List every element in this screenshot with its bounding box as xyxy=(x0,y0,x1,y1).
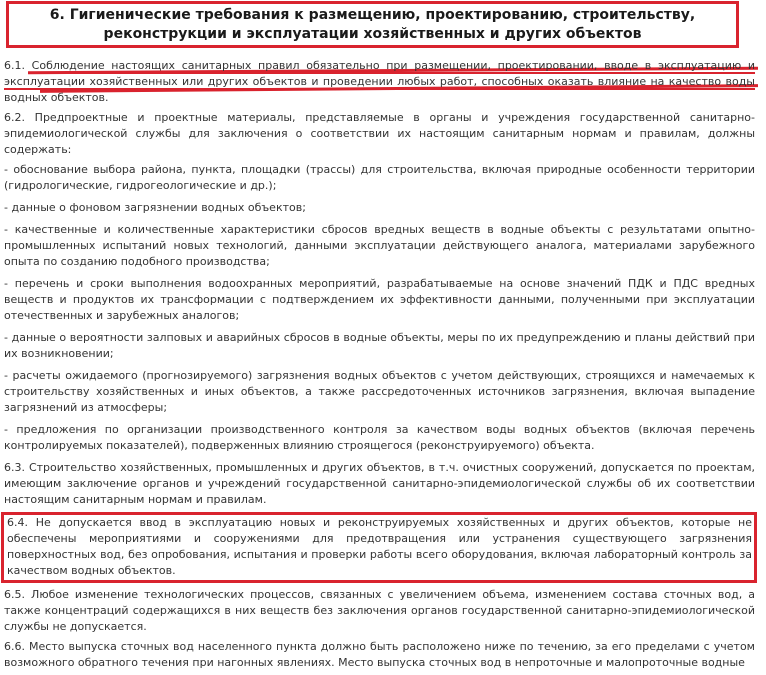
paragraph-6-2-item: - перечень и сроки выполнения водоохранных мероприятий, разрабатываемые на основе значений ПДК и ПДС вредных веществ и продуктов их трансформации с подтверждением их эффективности данными, полученными при эксплуатации отечественных и зарубежных аналогов; xyxy=(4,277,755,322)
paragraph-6-1-number: 6.1. xyxy=(4,59,25,72)
paragraph-6-1-underlined-text: Соблюдение настоящих санитарных правил обязательно при размещении, проектировании, вводе в эксплуатацию и эксплуатации хозяйственных или других объектов и проведении любых работ, способных оказать влияние на качество воды xyxy=(4,59,756,88)
paragraph-6-1-rest: водных объектов. xyxy=(4,91,109,104)
paragraph-6-2-item: - расчеты ожидаемого (прогнозируемого) загрязнения водных объектов с учетом действующих, строящихся и намечаемых к строительству хозяйственных и иных объектов, а также рассредоточенных источников загрязнения, включая выпадение загрязнений из атмосферы; xyxy=(4,369,755,414)
paragraph-6-5: 6.5. Любое изменение технологических процессов, связанных с увеличением объема, изменением состава сточных вод, а также концентраций содержащихся в них веществ без заключения органов государственной санитарно-эпидемиологической службы не допускается. xyxy=(4,588,755,633)
paragraph-6-2: 6.2. Предпроектные и проектные материалы, представляемые в органы и учреждения государственной санитарно-эпидемиологической службы для заключения о соответствии их настоящим санитарным нормам и правилам, должны содержать: xyxy=(4,111,755,156)
section-heading-box xyxy=(6,1,739,48)
paragraph-6-2-item: - данные о вероятности залповых и аварийных сбросов в водные объекты, меры по их предупреждению и планы действий при их возникновении; xyxy=(4,331,755,360)
paragraph-6-2-item: - качественные и количественные характеристики сбросов вредных веществ в водные объекты с результатами опытно-промышленных испытаний новых технологий, данными эксплуатации действующего аналога, материалами зарубежного опыта по созданию подобного производства; xyxy=(4,223,755,268)
paragraph-6-2-item: - предложения по организации производственного контроля за качеством воды водных объектов (включая перечень контролируемых показателей), подверженных влиянию строящегося (реконструируемого) объекта. xyxy=(4,423,755,452)
paragraph-6-1 xyxy=(4,58,755,106)
document-body xyxy=(4,58,755,675)
paragraph-6-3: 6.3. Строительство хозяйственных, промышленных и других объектов, в т.ч. очистных сооружений, допускается по проектам, имеющим заключение органов и учреждений государственной санитарно-эпидемиологической службы об их соответствии настоящим санитарным нормам и правилам. xyxy=(4,461,755,506)
paragraph-6-2-item: - данные о фоновом загрязнении водных объектов; xyxy=(4,201,306,214)
paragraph-6-2-item: - обоснование выбора района, пункта, площадки (трассы) для строительства, включая природные особенности территории (гидрологические, гидрогеологические и др.); xyxy=(4,163,755,192)
paragraph-6-4-highlighted: 6.4. Не допускается ввод в эксплуатацию новых и реконструируемых хозяйственных и других объектов, которые не обеспечены мероприятиями и сооружениями для предотвращения или устранения существующего загрязнения поверхностных вод, без опробования, испытания и проверки работы всего оборудования, включая лабораторный контроль за качеством водных объектов. xyxy=(1,512,757,583)
section-heading: 6. Гигиенические требования к размещению, проектированию, строительству, реконструкции и эксплуатации хозяйственных и других объектов xyxy=(49,6,696,42)
paragraph-6-6: 6.6. Место выпуска сточных вод населенного пункта должно быть расположено ниже по течению, за его пределами с учетом возможного обратного течения при нагонных явлениях. Место выпуска сточных вод в непроточные и малопроточные водные xyxy=(4,640,755,669)
